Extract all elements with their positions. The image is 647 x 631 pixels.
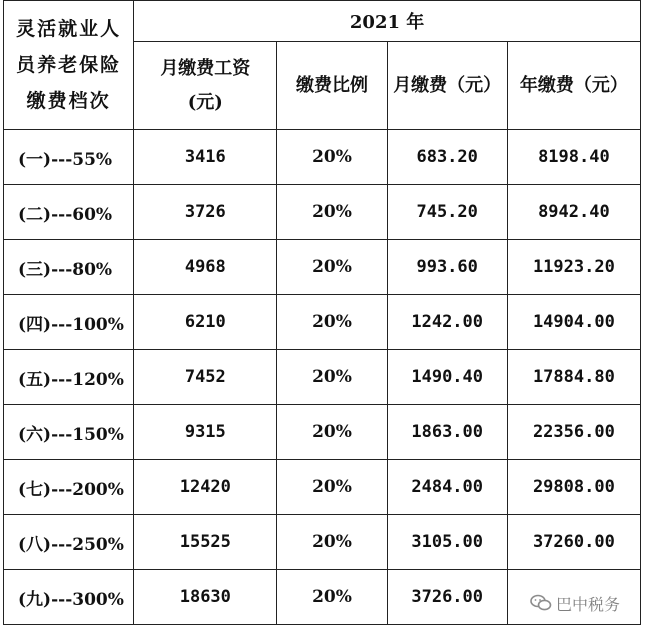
monthly-fee-cell: 745.20 bbox=[387, 185, 507, 240]
rate-cell: 20% bbox=[277, 350, 387, 405]
level-cell: (三)---80% bbox=[4, 240, 134, 295]
level-header-line: 缴费档次 bbox=[26, 90, 111, 112]
level-cell: (八)---250% bbox=[4, 515, 134, 570]
monthly-fee-cell: 683.20 bbox=[387, 130, 507, 185]
contribution-table bbox=[3, 0, 641, 625]
rate-cell: 20% bbox=[277, 460, 387, 515]
monthly-fee-cell: 1863.00 bbox=[387, 405, 507, 460]
watermark bbox=[530, 589, 620, 617]
table-row bbox=[4, 460, 641, 515]
table-row bbox=[4, 295, 641, 350]
table-row bbox=[4, 405, 641, 460]
column-header-monthly-wage bbox=[134, 42, 277, 130]
monthly-fee-cell: 2484.00 bbox=[387, 460, 507, 515]
rate-cell: 20% bbox=[277, 515, 387, 570]
level-cell: (四)---100% bbox=[4, 295, 134, 350]
monthly-fee-cell: 3726.00 bbox=[387, 570, 507, 625]
rate-cell: 20% bbox=[277, 570, 387, 625]
annual-fee-cell: 29808.00 bbox=[507, 460, 640, 515]
year-header: 2021 年 bbox=[134, 1, 641, 42]
level-header-line: 灵活就业人 bbox=[16, 18, 122, 40]
monthly-fee-cell: 1242.00 bbox=[387, 295, 507, 350]
level-cell: (五)---120% bbox=[4, 350, 134, 405]
level-header bbox=[4, 1, 134, 130]
annual-fee-cell: 17884.80 bbox=[507, 350, 640, 405]
column-header-monthly-fee: 月缴费（元） bbox=[387, 42, 507, 130]
rate-cell: 20% bbox=[277, 185, 387, 240]
wage-cell: 4968 bbox=[134, 240, 277, 295]
level-header-line: 员养老保险 bbox=[16, 54, 122, 76]
annual-fee-cell: 14904.00 bbox=[507, 295, 640, 350]
rate-cell: 20% bbox=[277, 240, 387, 295]
level-cell: (九)---300% bbox=[4, 570, 134, 625]
level-cell: (二)---60% bbox=[4, 185, 134, 240]
watermark-text: 巴中税务 bbox=[556, 594, 621, 614]
table-row bbox=[4, 240, 641, 295]
rate-cell: 20% bbox=[277, 130, 387, 185]
table-row bbox=[4, 515, 641, 570]
wechat-icon bbox=[530, 594, 552, 612]
wage-cell: 15525 bbox=[134, 515, 277, 570]
table-body bbox=[4, 130, 641, 625]
column-header-line: (元) bbox=[187, 91, 223, 113]
wage-cell: 3726 bbox=[134, 185, 277, 240]
level-cell: (七)---200% bbox=[4, 460, 134, 515]
column-header-annual-fee: 年缴费（元） bbox=[507, 42, 640, 130]
wage-cell: 7452 bbox=[134, 350, 277, 405]
level-cell: (一)---55% bbox=[4, 130, 134, 185]
wage-cell: 12420 bbox=[134, 460, 277, 515]
table-row bbox=[4, 185, 641, 240]
monthly-fee-cell: 3105.00 bbox=[387, 515, 507, 570]
annual-fee-cell: 8942.40 bbox=[507, 185, 640, 240]
rate-cell: 20% bbox=[277, 405, 387, 460]
monthly-fee-cell: 1490.40 bbox=[387, 350, 507, 405]
monthly-fee-cell: 993.60 bbox=[387, 240, 507, 295]
wage-cell: 6210 bbox=[134, 295, 277, 350]
annual-fee-cell: 11923.20 bbox=[507, 240, 640, 295]
annual-fee-cell: 37260.00 bbox=[507, 515, 640, 570]
annual-fee-cell: 8198.40 bbox=[507, 130, 640, 185]
column-header-line: 月缴费工资 bbox=[160, 57, 251, 79]
wage-cell: 9315 bbox=[134, 405, 277, 460]
rate-cell: 20% bbox=[277, 295, 387, 350]
wage-cell: 18630 bbox=[134, 570, 277, 625]
annual-fee-cell: 22356.00 bbox=[507, 405, 640, 460]
table-row bbox=[4, 350, 641, 405]
wage-cell: 3416 bbox=[134, 130, 277, 185]
table-row bbox=[4, 130, 641, 185]
level-cell: (六)---150% bbox=[4, 405, 134, 460]
column-header-rate: 缴费比例 bbox=[277, 42, 387, 130]
